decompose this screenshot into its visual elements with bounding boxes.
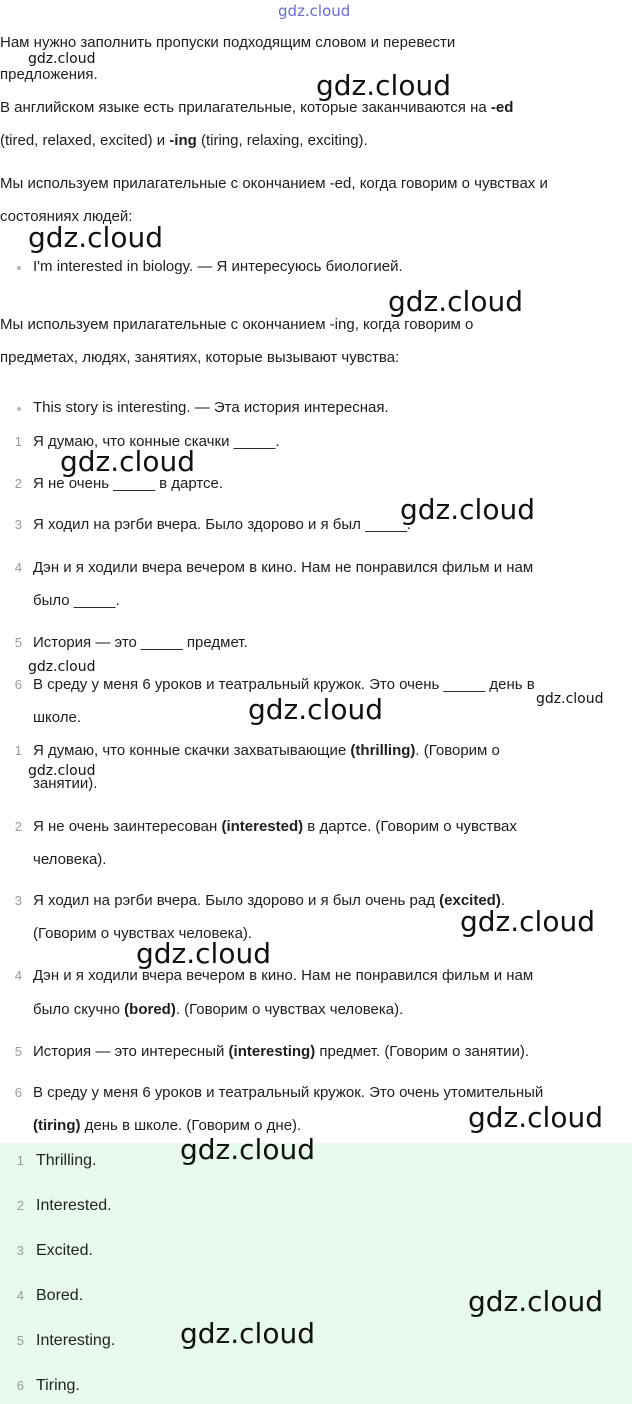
answers-panel [0,1143,632,1404]
ing-rule-line-1: Мы используем прилагательные с окончанием -ing, когда говорим о [0,316,474,333]
answer-word: (interesting) [228,1043,316,1060]
translation-6-line-1: В среду у меня 6 уроков и театральный кружок. Это очень утомительный [33,1084,544,1101]
task-number: 2 [14,476,22,491]
watermark: gdz.cloud [468,1285,603,1318]
watermark: gdz.cloud [460,905,595,938]
translation-2-line-2: человека). [33,851,107,868]
answer-5: Interesting. [36,1332,116,1349]
translation-4-line-1: Дэн и я ходили вчера вечером в кино. Нам не понравился фильм и нам [33,967,534,984]
watermark: gdz.cloud [388,285,523,318]
translation-3-line-2: (Говорим о чувствах человека). [33,925,253,942]
translation-number: 6 [14,1085,22,1100]
task-6-line-1: В среду у меня 6 уроков и театральный кружок. Это очень _____ день в [33,676,535,693]
translation-text: Я ходил на рэгби вчера. Было здорово и я был очень рад [33,892,440,909]
translation-1-line-2: занятии). [33,775,98,792]
rule-line-2-text: (tired, relaxed, excited) и [0,132,166,149]
ing-rule-line-2: предметах, людях, занятиях, которые вызывают чувства: [0,349,400,366]
task-2: Я не очень _____ в дартсе. [33,475,224,492]
watermark: gdz.cloud [180,1317,315,1350]
intro-line-1: Нам нужно заполнить пропуски подходящим словом и перевести [0,34,456,51]
watermark: gdz.cloud [316,69,451,102]
answer-6: Tiring. [36,1377,80,1394]
answer-word: (bored) [124,1001,176,1018]
translation-text: . [500,892,505,909]
translation-number: 4 [14,968,22,983]
task-number: 6 [14,677,22,692]
task-number: 5 [14,635,22,650]
translation-3-line-1 [33,892,505,910]
translation-5-line-1 [33,1043,529,1061]
task-1: Я думаю, что конные скачки _____. [33,433,280,450]
translation-number: 5 [14,1044,22,1059]
translation-text: предмет. (Говорим о занятии). [315,1043,530,1060]
watermark: gdz.cloud [468,1101,603,1134]
watermark: gdz.cloud [248,693,383,726]
task-number: 4 [14,560,22,575]
translation-text: в дартсе. (Говорим о чувствах [303,818,517,835]
suffix-ed: -ed [490,99,514,116]
rule-line-2 [0,132,368,150]
suffix-ing: -ing [169,132,197,149]
ed-rule-line-1: Мы используем прилагательные с окончанием -ed, когда говорим о чувствах и [0,175,548,192]
translation-4-line-2 [33,1001,403,1019]
watermark: gdz.cloud [28,659,96,675]
task-3: Я ходил на рэгби вчера. Было здорово и я был _____. [33,516,411,533]
watermark: gdz.cloud [400,493,535,526]
watermark: gdz.cloud [60,445,195,478]
watermark: gdz.cloud [136,937,271,970]
task-number: 3 [14,517,22,532]
watermark: gdz.cloud [180,1133,315,1166]
translation-2-line-1 [33,818,517,836]
task-4-line-2: было _____. [33,592,120,609]
watermark: gdz.cloud [536,691,604,707]
translation-number: 2 [14,819,22,834]
task-5: История — это _____ предмет. [33,634,248,651]
task-4-line-1: Дэн и я ходили вчера вечером в кино. Нам не понравился фильм и нам [33,559,534,576]
answer-number: 6 [16,1378,24,1393]
answer-number: 1 [16,1153,24,1168]
task-6-line-2: школе. [33,709,82,726]
answer-4: Bored. [36,1287,84,1304]
answer-word: (interested) [221,818,304,835]
answer-number: 5 [16,1333,24,1348]
bullet-icon [17,266,21,270]
answer-number: 4 [16,1288,24,1303]
translation-number: 3 [14,893,22,908]
watermark: gdz.cloud [28,763,96,779]
task-number: 1 [14,434,22,449]
ing-example: This story is interesting. — Эта история интересная. [33,399,389,416]
answer-2: Interested. [36,1197,112,1214]
answer-word: (tiring) [33,1117,81,1134]
answer-word: (excited) [439,892,501,909]
translation-text: . (Говорим о [415,742,500,759]
translation-1-line-1 [33,742,500,760]
translation-text: История — это интересный [33,1043,229,1060]
bullet-icon [17,407,21,411]
answer-number: 2 [16,1198,24,1213]
translation-text: было скучно [33,1001,125,1018]
top-watermark: gdz.cloud [278,2,351,20]
rule-line-2-examples: (tiring, relaxing, exciting). [200,132,368,149]
translation-text: . (Говорим о чувствах человека). [175,1001,404,1018]
answer-number: 3 [16,1243,24,1258]
watermark: gdz.cloud [28,51,96,67]
rule-line-1-text: В английском языке есть прилагательные, которые заканчиваются на [0,99,487,116]
answer-word: (thrilling) [350,742,416,759]
translation-text: Я думаю, что конные скачки захватывающие [33,742,351,759]
translation-text: день в школе. (Говорим о дне). [80,1117,302,1134]
translation-number: 1 [14,743,22,758]
ed-rule-line-2: состояниях людей: [0,208,133,225]
intro-line-2: предложения. [0,66,98,83]
ed-example: I'm interested in biology. — Я интересуюсь биологией. [33,258,403,275]
watermark: gdz.cloud [28,221,163,254]
answer-1: Thrilling. [36,1152,97,1169]
translation-text: Я не очень заинтересован [33,818,222,835]
answer-3: Excited. [36,1242,93,1259]
